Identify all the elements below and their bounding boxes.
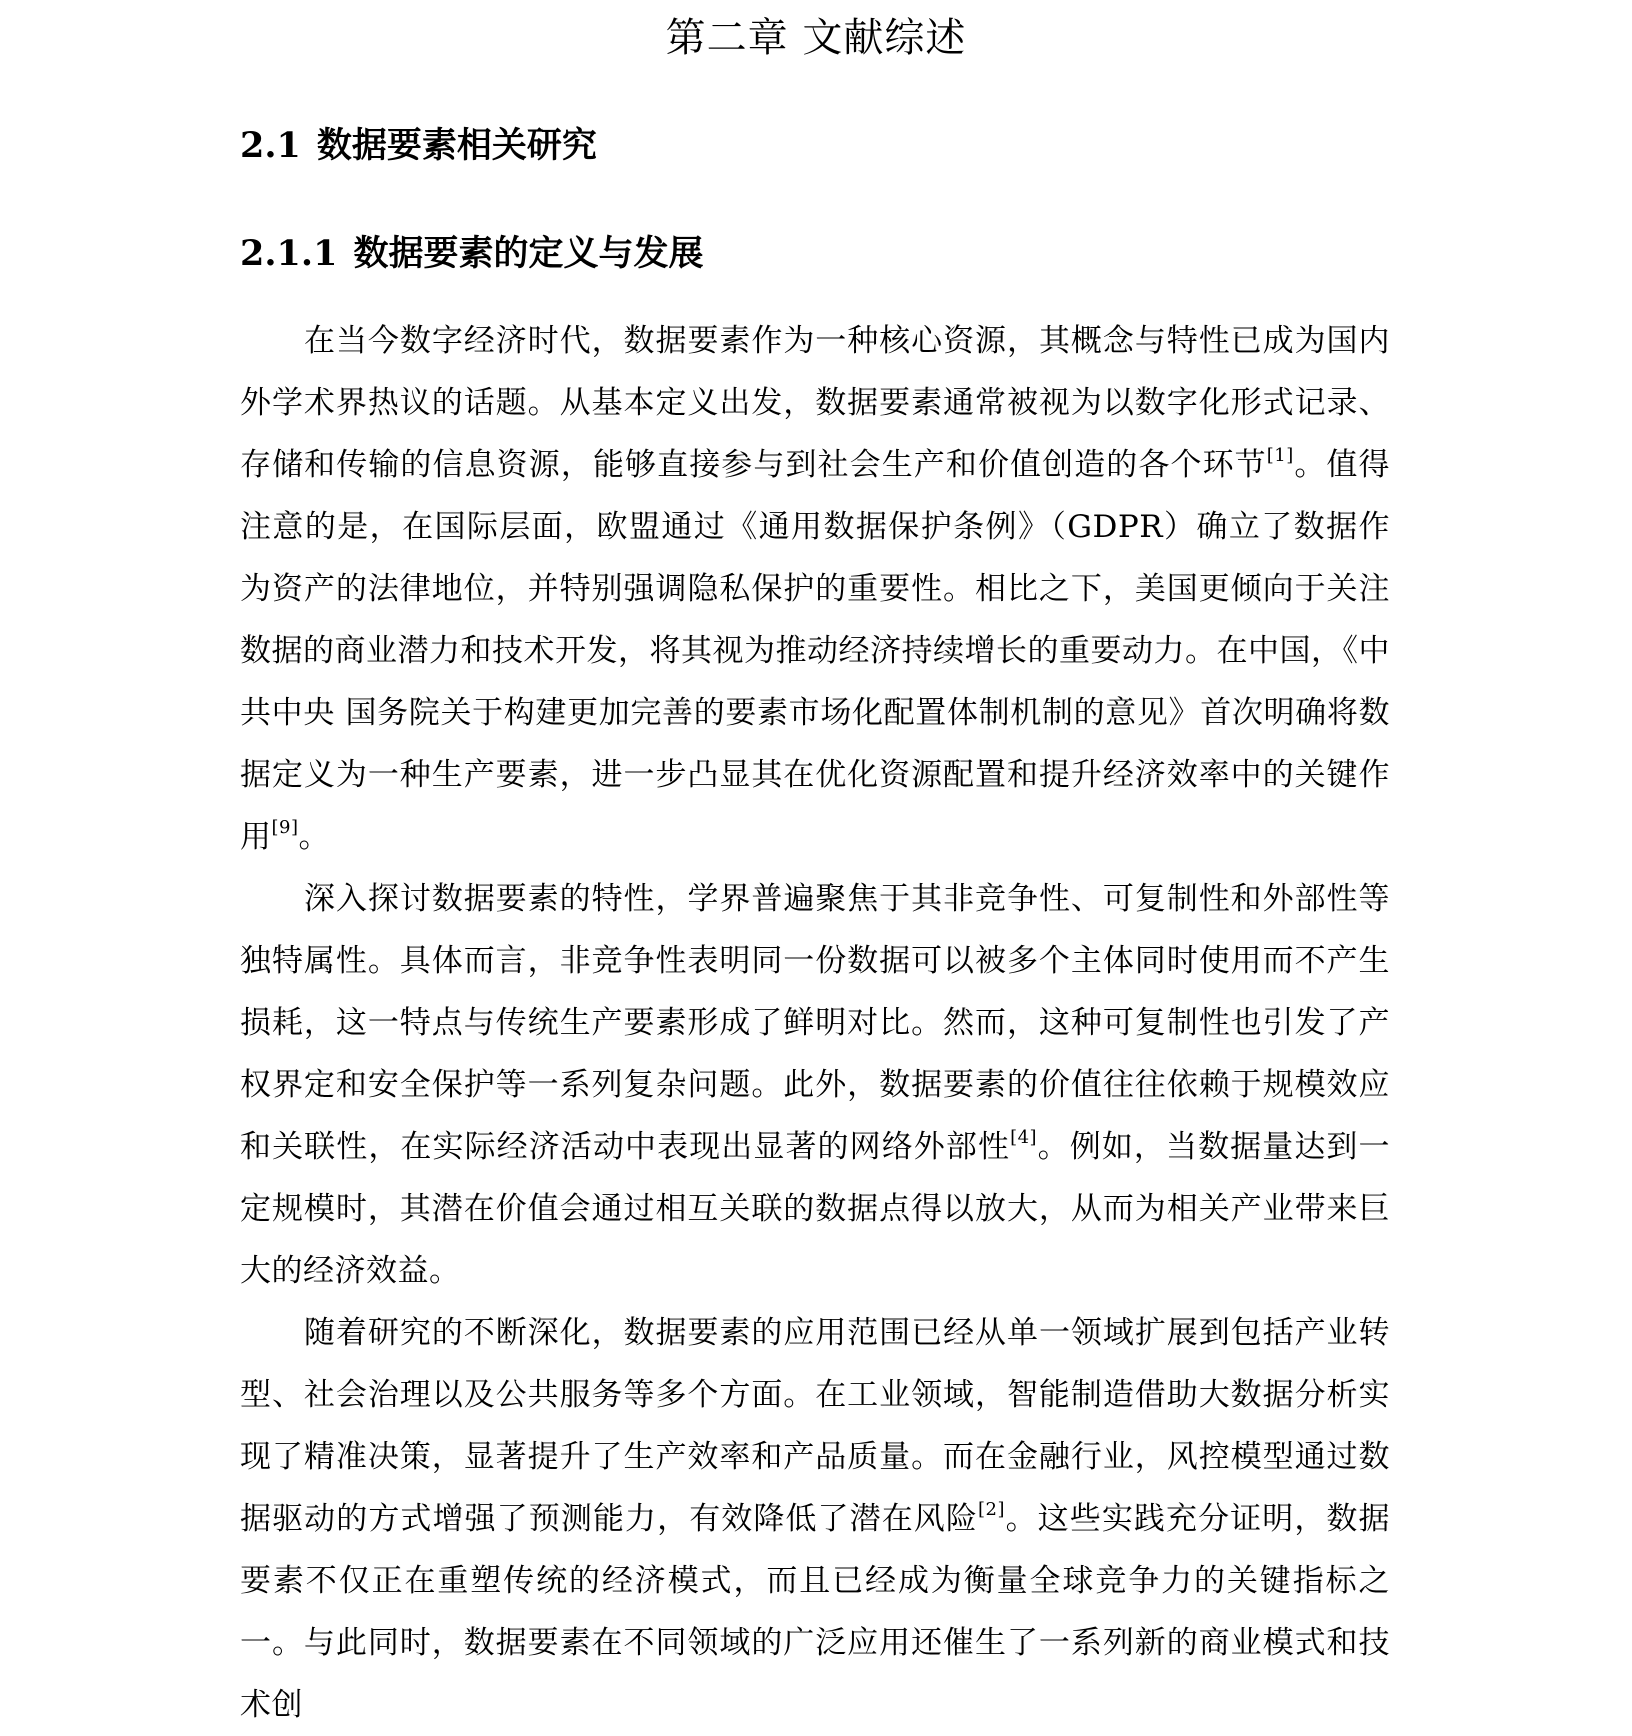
chapter-title: 第二章 文献综述 — [665, 15, 967, 61]
paragraph-text: 。这些实践充分证明，数据要素不仅正在重塑传统的经济模式，而且已经成为衡量全球竞争力的关键指标之一。与此同时，数据要素在不同领域的广泛应用还催生了一系列新的商业模式和技术创 — [240, 1501, 1391, 1723]
subsection-title: 数据要素的定义与发展 — [353, 233, 704, 274]
paragraph-text: 。值得注意的是，在国际层面，欧盟通过《通用数据保护条例》（GDPR）确立了数据作为资产的法律地位，并特别强调隐私保护的重要性。相比之下，美国更倾向于关注数据的商业潜力和技术开发，将其视为推动经济持续增长的重要动力。在中国，《中共中央 国务院关于构建更加完善的要素市场化配置体制机制的意见》首次明确将数据定义为一种生产要素，进一步凸显其在优化资源配置和提升经济效率中的关键作用 — [240, 447, 1391, 855]
section-number: 2.1 — [240, 125, 301, 166]
citation-marker: [9] — [271, 817, 299, 838]
paragraph-1 — [240, 310, 1390, 868]
paragraph-text: 随着研究的不断深化，数据要素的应用范围已经从单一领域扩展到包括产业转型、社会治理以及公共服务等多个方面。在工业领域，智能制造借助大数据分析实现了精准决策，显著提升了生产效率和产品质量。而在金融行业，风控模型通过数据驱动的方式增强了预测能力，有效降低了潜在风险 — [240, 1315, 1390, 1537]
section-heading — [240, 118, 597, 174]
citation-marker: [2] — [977, 1499, 1005, 1520]
paragraph-text: 在当今数字经济时代，数据要素作为一种核心资源，其概念与特性已成为国内外学术界热议的话题。从基本定义出发，数据要素通常被视为以数字化形式记录、存储和传输的信息资源，能够直接参与到社会生产和价值创造的各个环节 — [240, 323, 1390, 483]
subsection-number: 2.1.1 — [240, 233, 338, 274]
citation-marker: [4] — [1010, 1127, 1038, 1148]
paragraph-3 — [240, 1302, 1390, 1736]
section-title: 数据要素相关研究 — [316, 125, 597, 166]
paragraph-text: 深入探讨数据要素的特性，学界普遍聚焦于其非竞争性、可复制性和外部性等独特属性。具体而言，非竞争性表明同一份数据可以被多个主体同时使用而不产生损耗，这一特点与传统生产要素形成了鲜明对比。然而，这种可复制性也引发了产权界定和安全保护等一系列复杂问题。此外，数据要素的价值往往依赖于规模效应和关联性，在实际经济活动中表现出显著的网络外部性 — [240, 881, 1390, 1165]
paragraph-2 — [240, 868, 1390, 1302]
paragraph-text: 。例如，当数据量达到一定规模时，其潜在价值会通过相互关联的数据点得以放大，从而为相关产业带来巨大的经济效益。 — [240, 1129, 1391, 1289]
citation-marker: [1] — [1266, 445, 1294, 466]
paragraph-text: 。 — [298, 819, 330, 855]
subsection-heading — [240, 226, 703, 282]
body-text — [240, 310, 1390, 1736]
